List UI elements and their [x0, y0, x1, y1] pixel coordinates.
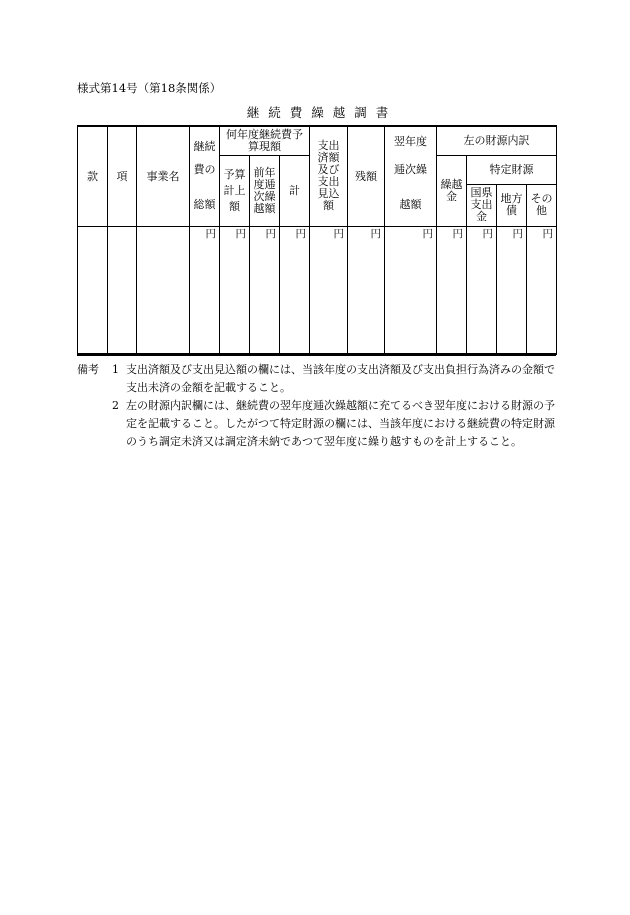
header-kan: 款	[78, 126, 108, 226]
header-zennendo: 前年度逓次繰越額	[250, 155, 280, 226]
remark-number: 2	[112, 399, 119, 412]
remark-number: 1	[112, 363, 119, 376]
header-yosan-keijo: 予算計上額	[220, 155, 250, 226]
cell-keizoku-yen: 円	[190, 226, 220, 355]
cell-jigyomei	[137, 226, 190, 355]
cell-sonota-yen: 円	[527, 226, 557, 355]
header-zaigen-uchiwake: 左の財源内訳	[437, 126, 557, 155]
header-kou: 項	[108, 126, 137, 226]
header-yokunendo-line3: 越額	[385, 184, 437, 226]
header-tokutei-zaigen: 特定財源	[467, 155, 557, 184]
cell-yosan-keijo-yen: 円	[220, 226, 250, 355]
header-zangaku: 残額	[348, 126, 385, 226]
cell-kan	[78, 226, 108, 355]
header-keizoku-line3: 総額	[190, 184, 220, 226]
header-chihousai: 地方債	[497, 184, 527, 226]
header-yokunendo-line2: 逓次繰	[385, 155, 437, 184]
remarks-label: 備考	[77, 363, 99, 376]
header-yokunendo-line1: 翌年度	[385, 126, 437, 155]
cell-zangaku-yen: 円	[348, 226, 385, 355]
cell-chihousai-yen: 円	[497, 226, 527, 355]
header-kokuken: 国県支出金	[467, 184, 497, 226]
header-kurikoshi-kin: 繰越金	[437, 155, 467, 226]
header-kei: 計	[280, 155, 310, 226]
cell-shishutsu-yen: 円	[310, 226, 348, 355]
cell-kei-yen: 円	[280, 226, 310, 355]
cell-kurikoshi-yen: 円	[437, 226, 467, 355]
header-keizoku-line2: 費の	[190, 155, 220, 184]
remarks-section	[77, 361, 562, 451]
remark-text: 支出済額及び支出見込額の欄には、当該年度の支出済額及び支出負担行為済みの金額で支出未済の金額を記載すること。	[126, 363, 555, 394]
header-keizoku-line1: 継続	[190, 126, 220, 155]
header-jigyomei: 事業名	[137, 126, 190, 226]
remark-item	[77, 361, 562, 397]
header-shishutsu: 支出済額及び支出見込額	[310, 126, 348, 226]
remark-text: 左の財源内訳欄には、継続費の翌年度逓次繰越額に充てるべき翌年度における財源の予定を記載すること。したがつて特定財源の欄には、当該年度における継続費の特定財源のうち調定未済又は調定済未納であつて翌年度に繰り越すものを計上すること。	[126, 399, 555, 448]
header-sonota: その他	[527, 184, 557, 226]
cell-yokunendo-yen: 円	[385, 226, 437, 355]
cell-zennendo-yen: 円	[250, 226, 280, 355]
data-row	[78, 226, 557, 355]
table-bottom-rule	[77, 353, 556, 356]
cell-kou	[108, 226, 137, 355]
document-title: 継続費繰越調書	[246, 105, 398, 120]
carryover-table	[77, 125, 557, 355]
header-nannendo-yosan: 何年度継続費予算現額	[220, 126, 310, 155]
cell-kokuken-yen: 円	[467, 226, 497, 355]
remark-item	[77, 397, 562, 451]
form-number: 様式第14号（第18条関係）	[77, 81, 222, 95]
